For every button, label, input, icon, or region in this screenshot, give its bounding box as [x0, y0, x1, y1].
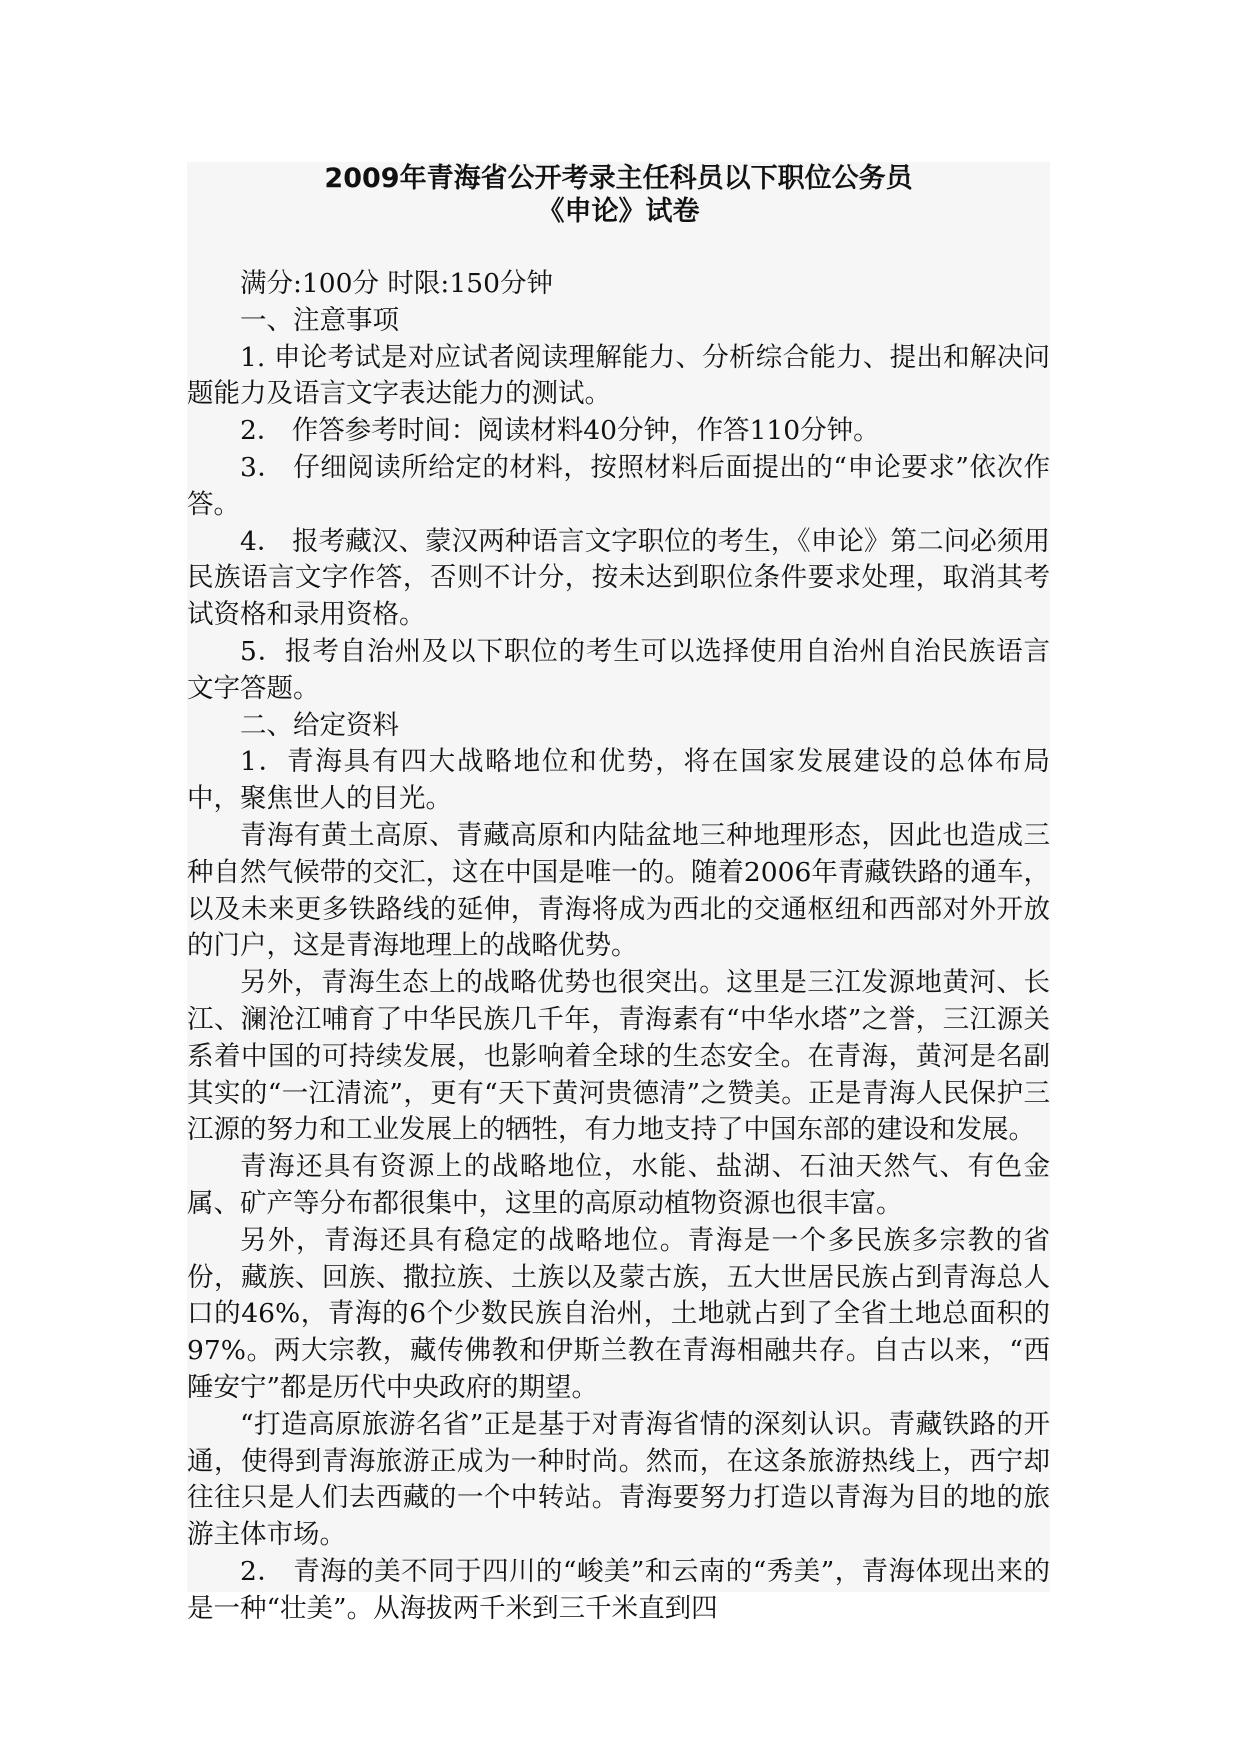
title-line-2: 《申论》试卷	[537, 196, 700, 227]
paragraph: “打造高原旅游名省”正是基于对青海省情的深刻认识。青藏铁路的开通，使得到青海旅游正成为一种时尚。然而，在这条旅游热线上，西宁却往往只是人们去西藏的一个中转站。青海要努力打造以青海为目的地的旅游主体市场。	[187, 1408, 1050, 1551]
document-title	[187, 162, 1050, 228]
paragraph: 4． 报考藏汉、蒙汉两种语言文字职位的考生，《申论》第二问必须用民族语言文字作答，否则不计分，按未达到职位条件要求处理，取消其考试资格和录用资格。	[187, 525, 1050, 631]
paragraph: 5．报考自治州及以下职位的考生可以选择使用自治州自治民族语言文字答题。	[187, 635, 1050, 704]
document-body	[187, 266, 1050, 1627]
paragraph: 另外，青海还具有稳定的战略地位。青海是一个多民族多宗教的省份，藏族、回族、撒拉族、土族以及蒙古族，五大世居民族占到青海总人口的46%，青海的6个少数民族自治州，土地就占到了全省土地总面积的97%。两大宗教，藏传佛教和伊斯兰教在青海相融共存。自古以来，“西陲安宁”都是历代中央政府的期望。	[187, 1224, 1050, 1403]
document-page	[187, 162, 1050, 1624]
paragraph: 1. 申论考试是对应试者阅读理解能力、分析综合能力、提出和解决问题能力及语言文字表达能力的测试。	[187, 341, 1050, 410]
paragraph: 二、给定资料	[240, 709, 399, 741]
paragraph: 3． 仔细阅读所给定的材料，按照材料后面提出的“申论要求”依次作答。	[187, 451, 1050, 520]
paragraph: 另外，青海生态上的战略优势也很突出。这里是三江发源地黄河、长江、澜沧江哺育了中华民族几千年，青海素有“中华水塔”之誉，三江源关系着中国的可持续发展，也影响着全球的生态安全。在青海，黄河是名副其实的“一江清流”，更有“天下黄河贵德清”之赞美。正是青海人民保护三江源的努力和工业发展上的牺牲，有力地支持了中国东部的建设和发展。	[187, 967, 1050, 1146]
paragraph: 青海有黄土高原、青藏高原和内陆盆地三种地理形态，因此也造成三种自然气候带的交汇，这在中国是唯一的。随着2006年青藏铁路的通车，以及未来更多铁路线的延伸，青海将成为西北的交通枢纽和西部对外开放的门户，这是青海地理上的战略优势。	[187, 819, 1050, 962]
paragraph: 青海还具有资源上的战略地位，水能、盐湖、石油天然气、有色金属、矿产等分布都很集中，这里的高原动植物资源也很丰富。	[187, 1151, 1050, 1219]
paragraph: 一、注意事项	[240, 304, 399, 336]
title-line-1: 2009年青海省公开考录主任科员以下职位公务员	[324, 163, 913, 194]
paragraph: 2． 青海的美不同于四川的“峻美”和云南的“秀美”，青海体现出来的是一种“壮美”。从海拔两千米到三千米直到四	[187, 1555, 1050, 1624]
paragraph: 2． 作答参考时间：阅读材料40分钟，作答110分钟。	[240, 415, 880, 447]
paragraph: 满分:100分 时限:150分钟	[240, 268, 553, 299]
paragraph: 1．青海具有四大战略地位和优势，将在国家发展建设的总体布局中，聚焦世人的目光。	[187, 746, 1050, 815]
